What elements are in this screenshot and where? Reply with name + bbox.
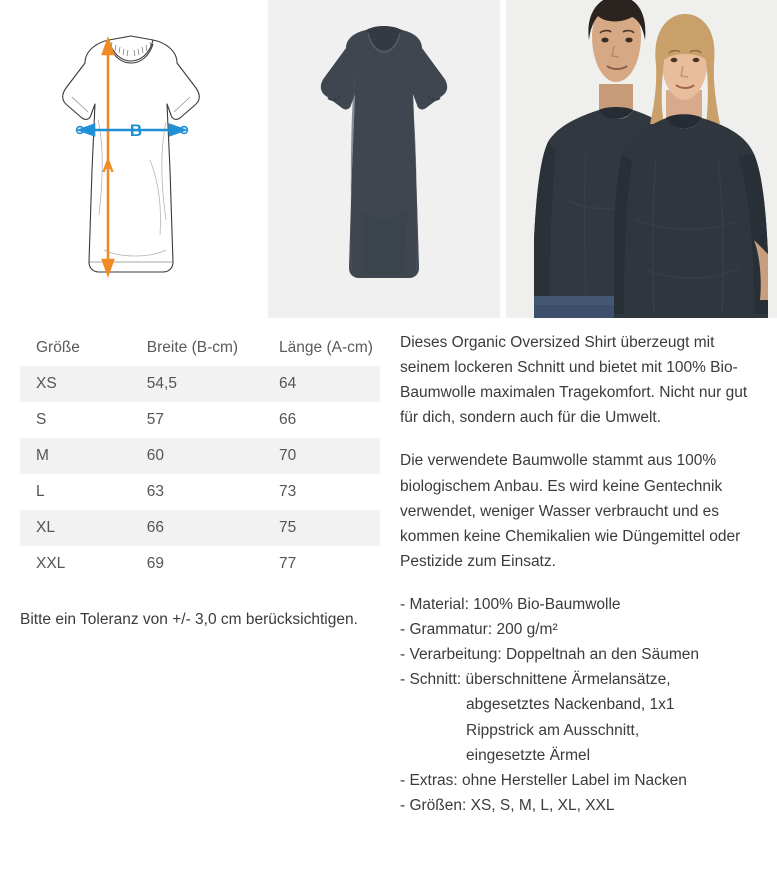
cell-size: M — [36, 447, 49, 464]
table-row — [20, 402, 380, 438]
cell-width: 54,5 — [146, 375, 177, 392]
size-table-head — [20, 330, 380, 366]
product-image-row — [0, 0, 777, 318]
spec-continuation-line: abgesetztes Nackenband, 1x1 — [466, 696, 675, 714]
cell-width: 63 — [146, 483, 165, 500]
tshirt-measurement-diagram-icon — [0, 0, 262, 318]
cell-size: XL — [36, 519, 55, 536]
table-row — [20, 474, 380, 510]
model-photo-panel — [506, 0, 777, 318]
list-item: - Material: 100% Bio-Baumwolle — [400, 595, 621, 613]
description-paragraph-1: Dieses Organic Oversized Shirt überzeugt mit seinem lockeren Schnitt und bietet mit 100% Bio-Baumwolle maximalen Tragekomfort. Nicht nur gut für dich, sondern auch für die Umwelt. — [400, 334, 748, 427]
tolerance-note: Bitte ein Toleranz von +/- 3,0 cm berücksichtigen. — [20, 611, 358, 628]
cell-length: 73 — [279, 483, 297, 500]
cell-width: 57 — [146, 411, 165, 428]
table-row — [20, 510, 380, 546]
size-table — [20, 330, 380, 582]
product-photo-panel — [268, 0, 500, 318]
cell-length: 64 — [279, 375, 297, 392]
list-item-continuation — [400, 743, 765, 768]
cell-width: 66 — [146, 519, 165, 536]
spec-continuation-line: eingesetzte Ärmel — [466, 746, 591, 764]
cell-size: XS — [36, 375, 57, 392]
list-item: - Verarbeitung: Doppeltnah an den Säumen — [400, 646, 700, 664]
list-item: - Größen: XS, S, M, L, XL, XXL — [400, 796, 615, 814]
size-table-column — [0, 330, 400, 818]
table-row — [20, 546, 380, 582]
description-column — [400, 330, 777, 818]
list-item-continuation — [400, 718, 765, 743]
cell-size: XXL — [36, 555, 66, 572]
size-table-header-row — [20, 330, 380, 366]
size-table-body — [20, 366, 380, 582]
cell-length: 66 — [279, 411, 297, 428]
cell-width: 69 — [146, 555, 165, 572]
list-item: - Schnitt: überschnittene Ärmelansätze, — [400, 671, 671, 689]
table-row — [20, 438, 380, 474]
header-width: Breite (B-cm) — [146, 339, 239, 356]
cell-length: 75 — [279, 519, 297, 536]
width-label-b: B — [129, 121, 143, 140]
cell-size: S — [36, 411, 47, 428]
length-label-a: A — [101, 157, 115, 176]
cell-length: 77 — [279, 555, 297, 572]
cell-width: 60 — [146, 447, 165, 464]
tshirt-models-photo-image — [506, 0, 777, 318]
list-item-continuation — [400, 692, 765, 717]
cell-size: L — [36, 483, 45, 500]
list-item: - Extras: ohne Hersteller Label im Nacken — [400, 771, 687, 789]
header-size: Größe — [36, 339, 80, 356]
description-paragraph-2: Die verwendete Baumwolle stammt aus 100% biologischem Anbau. Es wird keine Gentechnik verwendet, weniger Wasser verbraucht und es kommen keine Chemikalien wie Düngemittel oder Pestizide zum Einsatz. — [400, 452, 741, 570]
header-length: Länge (A-cm) — [279, 339, 373, 356]
list-item: - Grammatur: 200 g/m² — [400, 621, 558, 639]
spec-continuation-line: Rippstrick am Ausschnitt, — [466, 721, 640, 739]
spec-list — [400, 592, 765, 818]
cell-length: 70 — [279, 447, 297, 464]
tshirt-product-photo-image — [268, 0, 500, 318]
measurement-diagram-panel — [0, 0, 262, 318]
table-row — [20, 366, 380, 402]
details-section — [0, 330, 777, 818]
